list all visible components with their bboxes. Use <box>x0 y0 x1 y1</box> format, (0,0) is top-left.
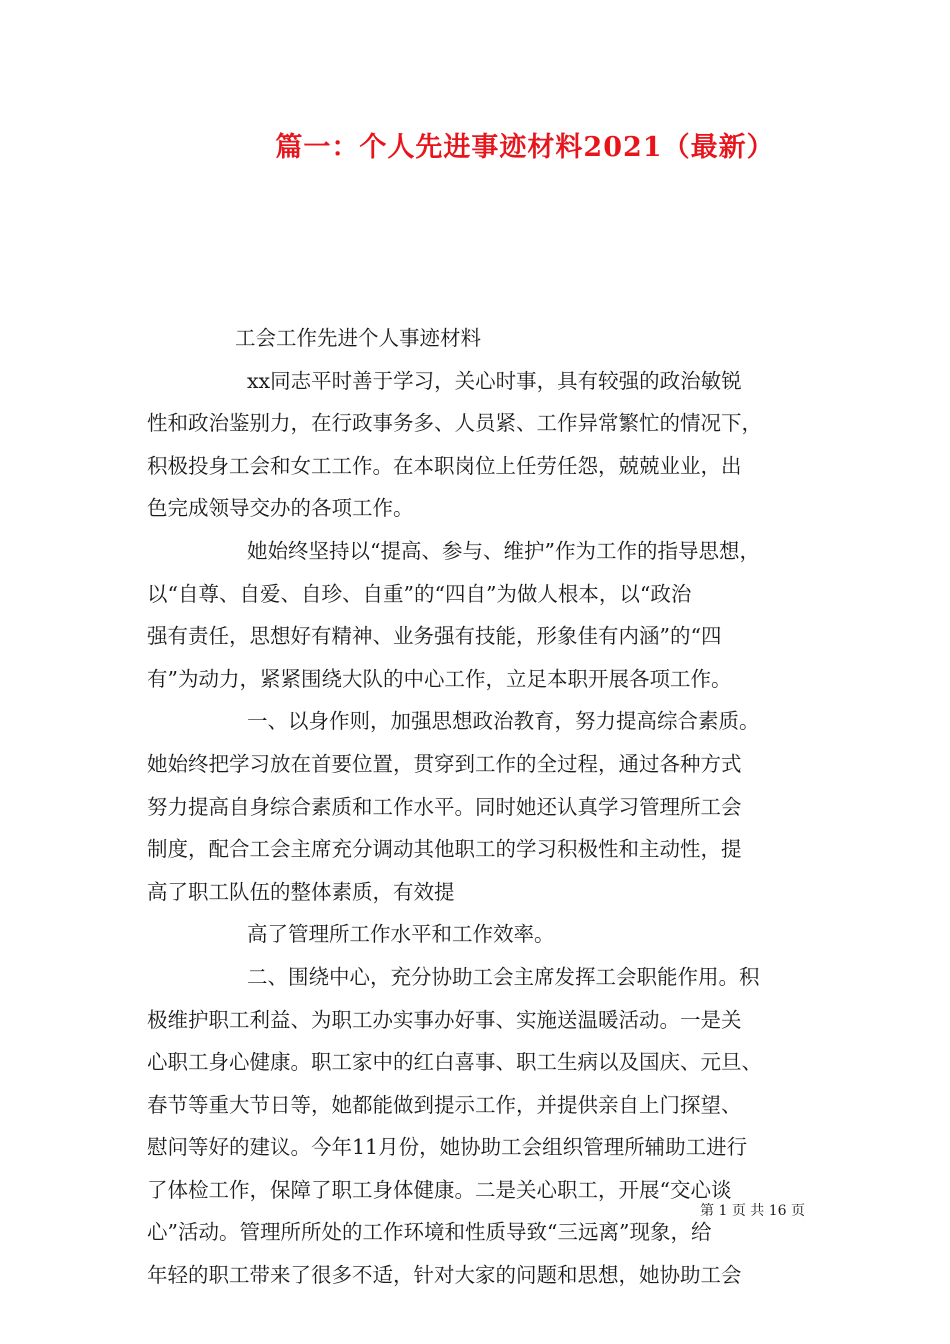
paragraph-line: 高了管理所工作水平和工作效率。 <box>247 922 555 947</box>
paragraph-line: 色完成领导交办的各项工作。 <box>147 496 414 521</box>
paragraph-line: xx同志平时善于学习，关心时事，具有较强的政治敏锐 <box>247 368 742 393</box>
paragraph-line: 努力提高自身综合素质和工作水平。同时她还认真学习管理所工会 <box>147 794 742 819</box>
paragraph-line: 积极投身工会和女工工作。在本职岗位上任劳任怨，兢兢业业，出 <box>147 453 742 478</box>
body-text <box>147 317 807 1297</box>
paragraph-line: 春节等重大节日等，她都能做到提示工作，并提供亲自上门探望、 <box>147 1092 742 1117</box>
paragraph-line: 慰问等好的建议。今年11月份，她协助工会组织管理所辅助工进行 <box>147 1135 748 1160</box>
paragraph-line: 了体检工作，保障了职工身体健康。二是关心职工，开展“交心谈 <box>147 1177 732 1202</box>
paragraph-line: 有”为动力，紧紧围绕大队的中心工作，立足本职开展各项工作。 <box>147 666 732 691</box>
paragraph-line: 二、围绕中心，充分协助工会主席发挥工会职能作用。积 <box>247 964 760 989</box>
paragraph-line: 一、以身作则，加强思想政治教育，努力提高综合素质。 <box>247 709 760 734</box>
paragraph-line: 高了职工队伍的整体素质，有效提 <box>147 879 455 904</box>
paragraph-line: 以“自尊、自爱、自珍、自重”的“四自”为做人根本，以“政治 <box>147 581 692 606</box>
paragraph-line: 年轻的职工带来了很多不适，针对大家的问题和思想，她协助工会 <box>147 1263 742 1288</box>
page-footer: 第 1 页 共 16 页 <box>700 1203 805 1219</box>
paragraph-line: 她始终把学习放在首要位置，贯穿到工作的全过程，通过各种方式 <box>147 751 742 776</box>
paragraph-line: 心”活动。管理所所处的工作环境和性质导致“三远离”现象，给 <box>147 1220 712 1245</box>
paragraph-line: 她始终坚持以“提高、参与、维护”作为工作的指导思想， <box>247 538 760 563</box>
paragraph-line: 制度，配合工会主席充分调动其他职工的学习积极性和主动性，提 <box>147 837 742 862</box>
paragraph-line: 心职工身心健康。职工家中的红白喜事、职工生病以及国庆、元旦、 <box>147 1050 762 1075</box>
paragraph-line: 工会工作先进个人事迹材料 <box>235 326 481 350</box>
paragraph-line: 极维护职工利益、为职工办实事办好事、实施送温暖活动。一是关 <box>147 1007 742 1032</box>
paragraph-line: 性和政治鉴别力，在行政事务多、人员紧、工作异常繁忙的情况下， <box>147 411 762 436</box>
page-title: 篇一：个人先进事迹材料2021（最新） <box>275 132 775 163</box>
paragraph-line: 强有责任，思想好有精神、业务强有技能，形象佳有内涵”的“四 <box>147 624 722 649</box>
